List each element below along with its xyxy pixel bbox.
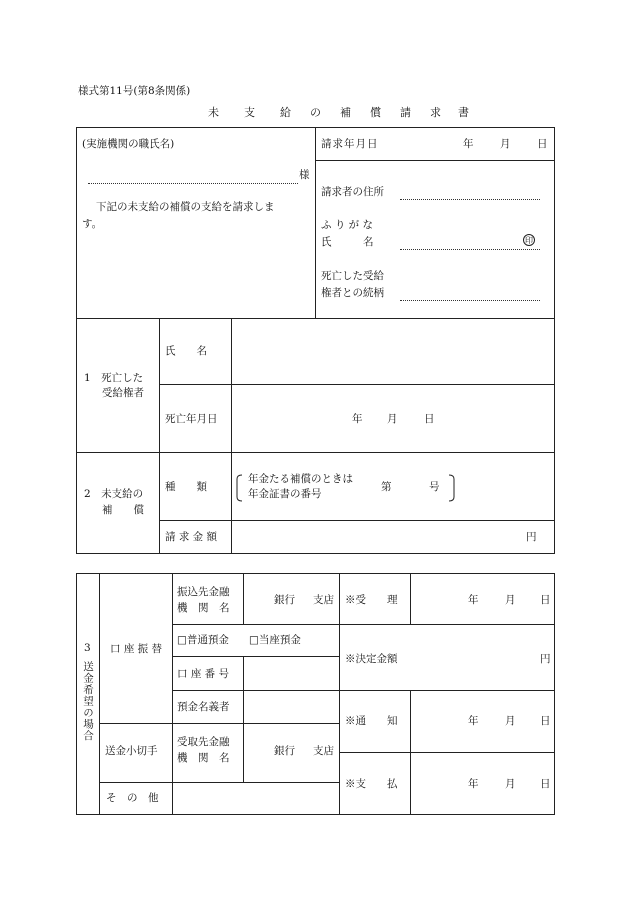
yen-label: 円: [526, 531, 537, 543]
divider: [339, 752, 555, 753]
year-label: 年: [468, 778, 479, 790]
receipt-label: ※受 理: [345, 594, 398, 606]
divider: [231, 318, 232, 554]
divider: [172, 573, 173, 815]
form-number: 様式第11号(第8条関係): [78, 85, 191, 97]
section1-label-line1: 1 死亡した: [84, 372, 144, 384]
form-title: [208, 104, 219, 120]
branch-label: 支店: [313, 745, 334, 757]
divider: [243, 573, 244, 624]
name-field[interactable]: [400, 249, 540, 250]
account-number-label: 口 座 番 号: [177, 668, 230, 680]
honorific: 様: [299, 169, 310, 181]
check-label: 送金小切手: [105, 745, 158, 757]
notice-label: ※通 知: [345, 715, 398, 727]
seal-mark: 印: [525, 236, 533, 245]
section2-label-line2: 補 償: [102, 504, 144, 516]
title-char: 書: [458, 106, 469, 119]
deceased-name-label: 氏 名: [165, 345, 207, 357]
section3-number: 3: [84, 642, 91, 654]
month-label: 月: [505, 594, 516, 606]
year-label: 年: [468, 715, 479, 727]
divider: [99, 573, 100, 815]
day-label: 日: [540, 715, 551, 727]
divider: [172, 656, 339, 657]
account-holder-label: 預金名義者: [177, 701, 230, 713]
title-char: 給: [280, 106, 291, 119]
title-char: 未: [208, 106, 219, 119]
title-char: 請: [400, 106, 411, 119]
day-label: 日: [540, 778, 551, 790]
divider: [159, 318, 160, 554]
divider: [172, 690, 555, 691]
receive-bank-label-line1: 受取先金融: [177, 736, 230, 748]
branch-label: 支店: [313, 594, 334, 606]
right-bracket-icon: [447, 474, 457, 502]
year-label: 年: [463, 138, 474, 150]
kind-label: 種 類: [165, 481, 207, 493]
left-bracket-icon: [234, 474, 244, 502]
current-deposit-checkbox[interactable]: □当座預金: [249, 634, 301, 646]
divider: [315, 127, 316, 318]
other-label: そ の 他: [106, 792, 159, 804]
pension-note-line1: 年金たる補償のときは: [248, 473, 353, 485]
month-label: 月: [505, 715, 516, 727]
transfer-bank-label-line2: 機 関 名: [177, 602, 230, 614]
divider: [76, 318, 555, 319]
divider: [159, 520, 555, 521]
pension-note-line2: 年金証書の番号: [248, 488, 322, 500]
relation-label-line1: 死亡した受給: [321, 270, 384, 282]
divider: [339, 573, 340, 815]
day-label: 日: [537, 138, 548, 150]
divider: [159, 384, 555, 385]
divider: [99, 723, 339, 724]
day-label: 日: [424, 413, 435, 425]
month-label: 月: [500, 138, 511, 150]
ordinary-deposit-checkbox[interactable]: □普通預金: [177, 634, 229, 646]
divider: [76, 452, 555, 453]
name-label: 氏 名: [321, 236, 374, 248]
divider: [99, 782, 339, 783]
divider: [315, 160, 555, 161]
section1-label-line2: 受給権者: [102, 387, 144, 399]
month-label: 月: [505, 778, 516, 790]
go-label: 号: [429, 481, 440, 493]
address-label: 請求者の住所: [321, 186, 384, 198]
divider: [172, 624, 555, 625]
day-label: 日: [540, 594, 551, 606]
furigana-label: ふ り が な: [321, 219, 374, 231]
agency-field[interactable]: [88, 183, 298, 184]
receive-bank-label-line2: 機 関 名: [177, 752, 230, 764]
year-label: 年: [468, 594, 479, 606]
relation-field[interactable]: [400, 300, 540, 301]
payment-label: ※支 払: [345, 778, 398, 790]
death-date-label: 死亡年月日: [165, 413, 218, 425]
date-label: 請求年月日: [321, 138, 379, 150]
section2-label-line1: 2 未支給の: [84, 488, 144, 500]
decision-amount-label: ※決定金額: [345, 653, 398, 665]
address-field[interactable]: [400, 199, 540, 200]
month-label: 月: [387, 413, 398, 425]
request-text-line1: 下記の未支給の補償の支給を請求しま: [96, 201, 275, 213]
transfer-label: 口 座 振 替: [110, 643, 163, 655]
relation-label-line2: 権者との続柄: [321, 287, 384, 299]
year-label: 年: [352, 413, 363, 425]
title-char: 補: [340, 106, 351, 119]
divider: [243, 656, 244, 782]
title-char: 求: [430, 106, 441, 119]
title-char: の: [310, 106, 321, 119]
bank-label: 銀行: [274, 594, 295, 606]
section3-vertical-label: 送金希望の場合: [82, 661, 94, 742]
transfer-bank-label-line1: 振込先金融: [177, 586, 230, 598]
divider: [410, 573, 411, 624]
title-char: 償: [370, 106, 381, 119]
dai-label: 第: [381, 481, 392, 493]
lower-form-table: [76, 573, 555, 815]
amount-label: 請 求 金 額: [165, 531, 218, 543]
yen-label: 円: [540, 653, 551, 665]
bank-label: 銀行: [274, 745, 295, 757]
title-char: 支: [244, 106, 255, 119]
request-text-line2: す。: [82, 218, 103, 230]
agency-label: (実施機関の職氏名): [82, 138, 175, 150]
